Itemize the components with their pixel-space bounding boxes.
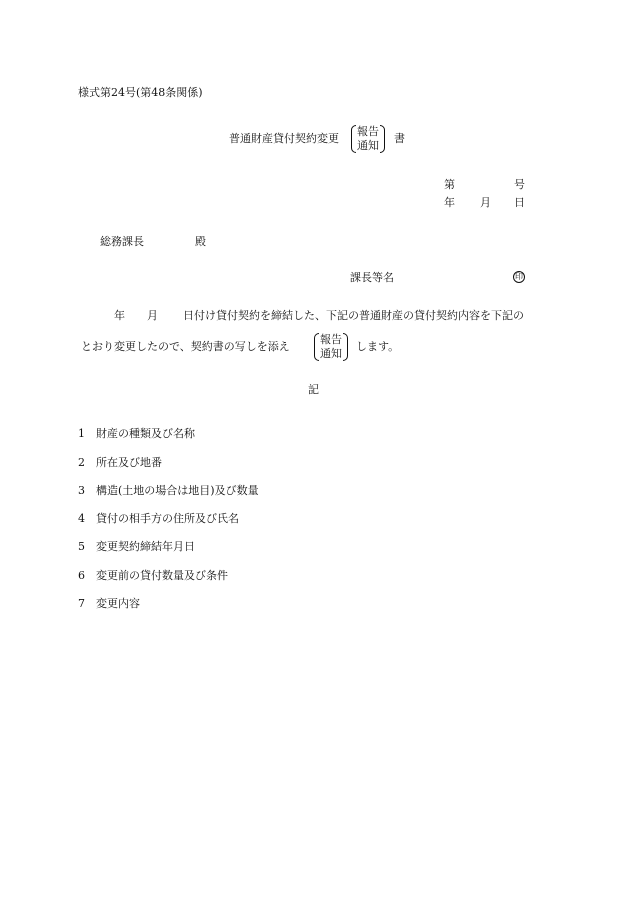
body-month: 月: [147, 309, 158, 322]
item-text: 所在及び地番: [96, 456, 162, 469]
body-choice-bracket: [314, 333, 348, 361]
item-text: 変更契約締結年月日: [96, 540, 195, 553]
item-number: 6: [78, 569, 85, 582]
date-year: 年: [444, 196, 455, 209]
right-paren: [343, 333, 348, 361]
body-choice-notify: 通知: [320, 347, 342, 360]
item-text: 貸付の相手方の住所及び氏名: [96, 512, 239, 525]
body-choice-report: 報告: [320, 333, 342, 346]
doc-number-dai: 第: [444, 178, 455, 191]
seal-mark: 印: [515, 272, 523, 281]
addressee-honorific: 殿: [195, 235, 206, 248]
right-paren: [380, 125, 385, 153]
item-text: 構造(土地の場合は地目)及び数量: [96, 484, 259, 497]
item-number: 1: [78, 427, 85, 440]
date-day: 日: [514, 196, 525, 209]
body-line2-end: します。: [356, 340, 400, 353]
body-line1: 日付け貸付契約を締結した、下記の普通財産の貸付契約内容を下記の: [183, 309, 524, 322]
body-choice-stack: [319, 333, 343, 361]
title-choice-stack: [356, 125, 380, 153]
addressee-name: 総務課長: [100, 235, 144, 248]
ki-heading: 記: [308, 383, 319, 396]
item-number: 5: [78, 540, 85, 553]
body-year: 年: [114, 309, 125, 322]
title-suffix: 書: [394, 132, 405, 145]
item-number: 2: [78, 456, 85, 469]
item-text: 変更内容: [96, 597, 140, 610]
title-prefix: 普通財産貸付契約変更: [229, 132, 339, 145]
date-month: 月: [480, 196, 491, 209]
title-choice-notify: 通知: [357, 139, 379, 152]
body-line2: とおり変更したので、契約書の写しを添え: [81, 340, 290, 353]
sender-label: 課長等名: [350, 271, 394, 284]
item-number: 3: [78, 484, 85, 497]
form-number: 様式第24号(第48条関係): [78, 86, 203, 99]
item-text: 変更前の貸付数量及び条件: [96, 569, 228, 582]
item-number: 7: [78, 597, 85, 610]
item-number: 4: [78, 512, 85, 525]
item-text: 財産の種類及び名称: [96, 427, 195, 440]
doc-number-go: 号: [514, 178, 525, 191]
title-choice-report: 報告: [357, 125, 379, 138]
title-choice-bracket: [351, 125, 385, 153]
